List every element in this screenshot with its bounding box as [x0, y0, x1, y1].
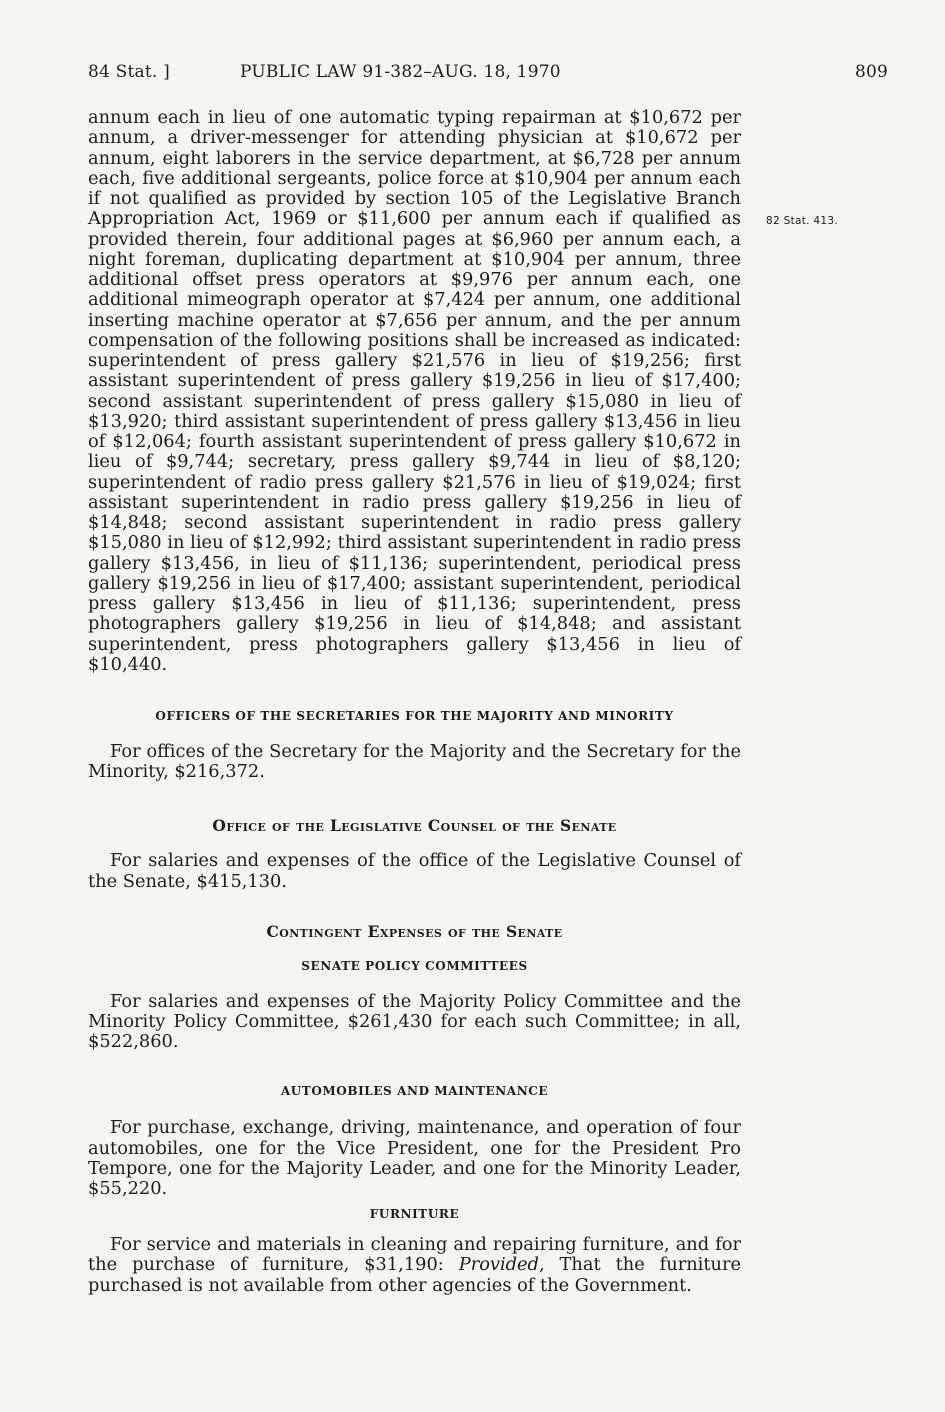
- heading-automobiles: AUTOMOBILES AND MAINTENANCE: [280, 1084, 549, 1099]
- paragraph-automobiles: For purchase, exchange, driving, maintenance, and operation of four automobiles, one for the Vice President, one for the President Pro Tempore, one for the Majority Leader, and one for the Minority Leader, $55,220.: [88, 1117, 741, 1200]
- heading-legislative-counsel: Office of the Legislative Counsel of the Senate: [212, 816, 617, 836]
- furniture-text-start: For service and materials in cleaning and repairing furniture, and for the purchase of furniture, $31,190:: [88, 1234, 741, 1276]
- page-header: [88, 62, 888, 88]
- paragraph-secretaries-offices: For offices of the Secretary for the Majority and the Secretary for the Minority, $216,372.: [88, 741, 741, 783]
- heading-furniture: FURNITURE: [369, 1207, 460, 1222]
- heading-senate-policy-committees: SENATE POLICY COMMITTEES: [301, 958, 528, 973]
- paragraph-furniture: [88, 1235, 741, 1296]
- statute-volume-label: 84 Stat. ]: [88, 62, 170, 82]
- page-body: [88, 108, 741, 1296]
- opening-paragraph: annum each in lieu of one automatic typing repairman at $10,672 per annum, a driver-messenger for attending physician at $10,672 per annum, eight laborers in the service department, at $6,728 per annum each, five additional sergeants, police force at $10,904 per annum each if not qualified as provided by section 105 of the Legislative Branch Appropriation Act, 1969 or $11,600 per annum each if qualified as provided therein, four additional pages at $6,960 per annum each, a night foreman, duplicating department at $10,904 per annum, three additional offset press operators at $9,976 per annum each, one additional mimeograph operator at $7,424 per annum, one additional inserting machine operator at $7,656 per annum, and the per annum compensation of the following positions shall be increased as indicated: superintendent of press gallery $21,576 in lieu of $19,256; first assistant superintendent of press gallery $19,256 in lieu of $17,400; second assistant superintendent of press gallery $15,080 in lieu of $13,920; third assistant superintendent of press gallery $13,456 in lieu of $12,064; fourth assistant superintendent of press gallery $10,672 in lieu of $9,744; secretary, press gallery $9,744 in lieu of $8,120; superintendent of radio press gallery $21,576 in lieu of $19,024; first assistant superintendent in radio press gallery $19,256 in lieu of $14,848; second assistant superintendent in radio press gallery $15,080 in lieu of $12,992; third assistant superintendent in radio press gallery $13,456, in lieu of $11,136; superintendent, periodical press gallery $19,256 in lieu of $17,400; assistant superintendent, periodical press gallery $13,456 in lieu of $11,136; superintendent, press photographers gallery $19,256 in lieu of $14,848; and assistant superintendent, press photographers gallery $13,456 in lieu of $10,440.: [88, 107, 741, 675]
- heading-secretaries-offices: OFFICERS OF THE SECRETARIES FOR THE MAJORITY AND MINORITY: [155, 709, 674, 723]
- heading-contingent-expenses: Contingent Expenses of the Senate: [266, 921, 563, 941]
- furniture-text-end: , That the furniture purchased is not available from other agencies of the Government.: [88, 1254, 741, 1296]
- public-law-title: PUBLIC LAW 91-382–AUG. 18, 1970: [240, 62, 561, 82]
- paragraph-legislative-counsel: For salaries and expenses of the office of the Legislative Counsel of the Senate, $415,130.: [88, 850, 741, 892]
- page-number: 809: [854, 62, 888, 82]
- provided-keyword: Provided: [458, 1254, 539, 1276]
- paragraph-senate-policy-committees: For salaries and expenses of the Majority Policy Committee and the Minority Policy Committee, $261,430 for each such Committee; in all, $522,860.: [88, 990, 741, 1053]
- margin-citation: 82 Stat. 413.: [766, 215, 838, 227]
